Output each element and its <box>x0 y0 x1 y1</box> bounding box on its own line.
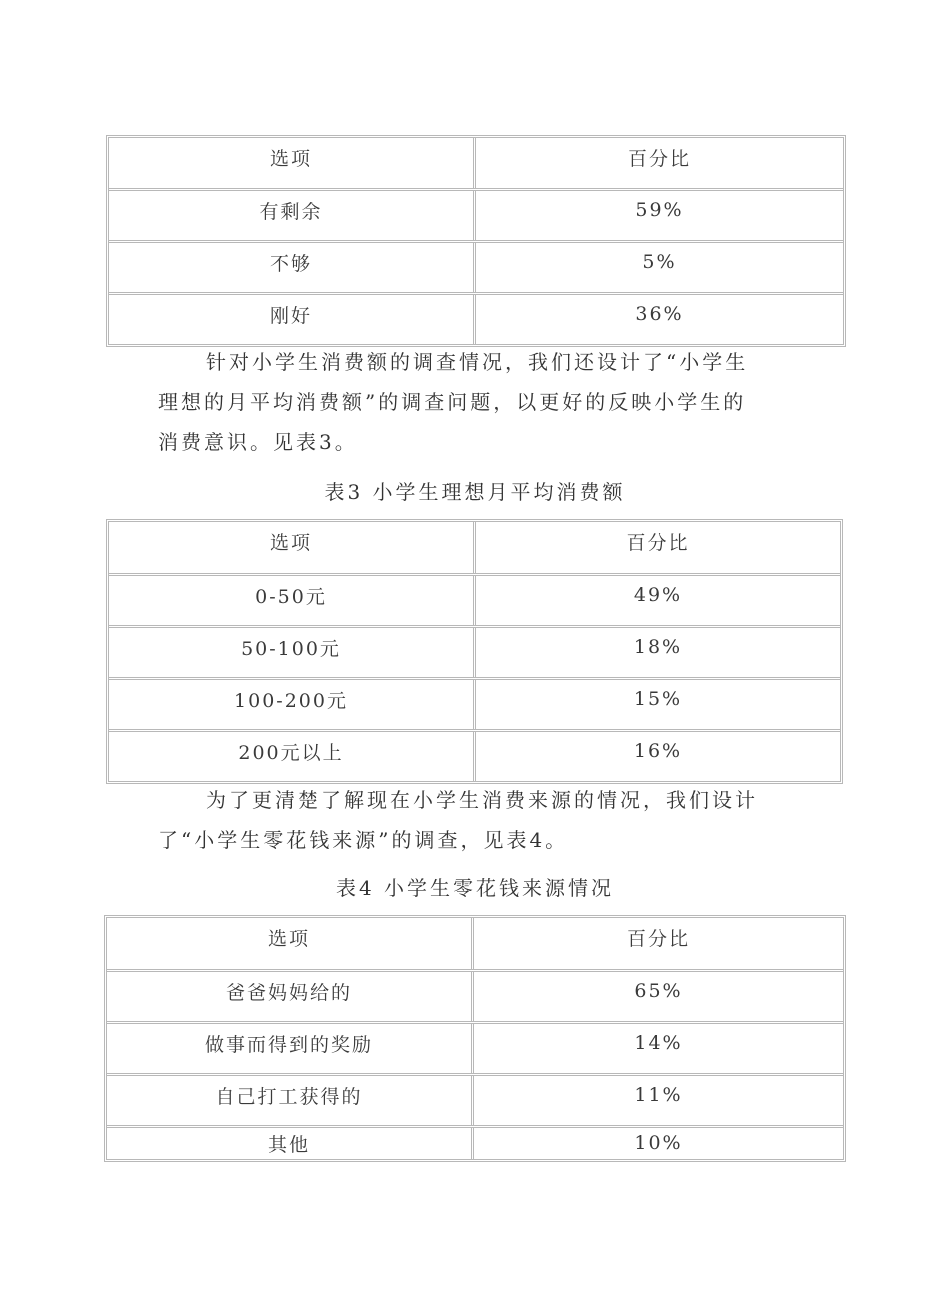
cell-percent: 18% <box>633 636 683 658</box>
cell-percent: 59% <box>635 199 684 221</box>
paragraph-line: 针对小学生消费额的调查情况，我们还设计了“小学生 <box>206 350 749 374</box>
header-cell-percent: 百分比 <box>627 148 691 170</box>
cell-percent: 10% <box>634 1132 683 1154</box>
table-4-caption: 表4 小学生零花钱来源情况 <box>335 876 615 900</box>
header-cell-option: 选项 <box>109 522 476 573</box>
cell-percent: 65% <box>634 980 683 1002</box>
cell-option: 200元以上 <box>109 732 476 781</box>
cell-percent: 14% <box>634 1032 683 1054</box>
cell-option: 不够 <box>109 243 476 292</box>
table-3-caption: 表3 小学生理想月平均消费额 <box>324 480 626 504</box>
table-row <box>109 573 840 625</box>
table-2 <box>106 135 846 347</box>
paragraph-2 <box>158 780 798 860</box>
table-row <box>107 969 843 1021</box>
cell-percent: 5% <box>642 251 677 273</box>
paragraph-line: 了“小学生零花钱来源”的调查，见表4。 <box>158 828 569 852</box>
table-row <box>109 677 840 729</box>
cell-percent: 11% <box>634 1084 683 1106</box>
table-row <box>109 292 843 344</box>
cell-option: 50-100元 <box>109 628 476 677</box>
header-cell-percent: 百分比 <box>626 532 690 554</box>
paragraph-line: 理想的月平均消费额”的调查问题，以更好的反映小学生的 <box>158 390 747 414</box>
table-4 <box>104 915 846 1162</box>
table-row <box>109 240 843 292</box>
table-header-row <box>109 522 840 573</box>
header-cell-option: 选项 <box>107 918 474 969</box>
cell-option: 爸爸妈妈给的 <box>107 972 474 1021</box>
cell-percent: 49% <box>633 584 683 606</box>
table-header-row <box>109 138 843 188</box>
table-row <box>109 188 843 240</box>
table-row <box>109 729 840 781</box>
cell-percent: 36% <box>635 303 684 325</box>
cell-percent: 16% <box>633 740 683 762</box>
cell-option: 100-200元 <box>109 680 476 729</box>
table-row <box>107 1073 843 1125</box>
table-3 <box>106 519 843 784</box>
cell-option: 0-50元 <box>109 576 476 625</box>
paragraph-1 <box>158 342 798 462</box>
cell-option: 其他 <box>107 1128 474 1159</box>
header-cell-percent: 百分比 <box>626 928 690 950</box>
paragraph-line: 消费意识。见表3。 <box>158 430 358 454</box>
table-header-row <box>107 918 843 969</box>
header-cell-option: 选项 <box>109 138 476 188</box>
cell-option: 做事而得到的奖励 <box>107 1024 474 1073</box>
table-row <box>109 625 840 677</box>
cell-option: 有剩余 <box>109 191 476 240</box>
cell-option: 刚好 <box>109 295 476 344</box>
cell-percent: 15% <box>633 688 683 710</box>
table-row <box>107 1021 843 1073</box>
table-row <box>107 1125 843 1159</box>
paragraph-line: 为了更清楚了解现在小学生消费来源的情况，我们设计 <box>206 788 758 812</box>
cell-option: 自己打工获得的 <box>107 1076 474 1125</box>
